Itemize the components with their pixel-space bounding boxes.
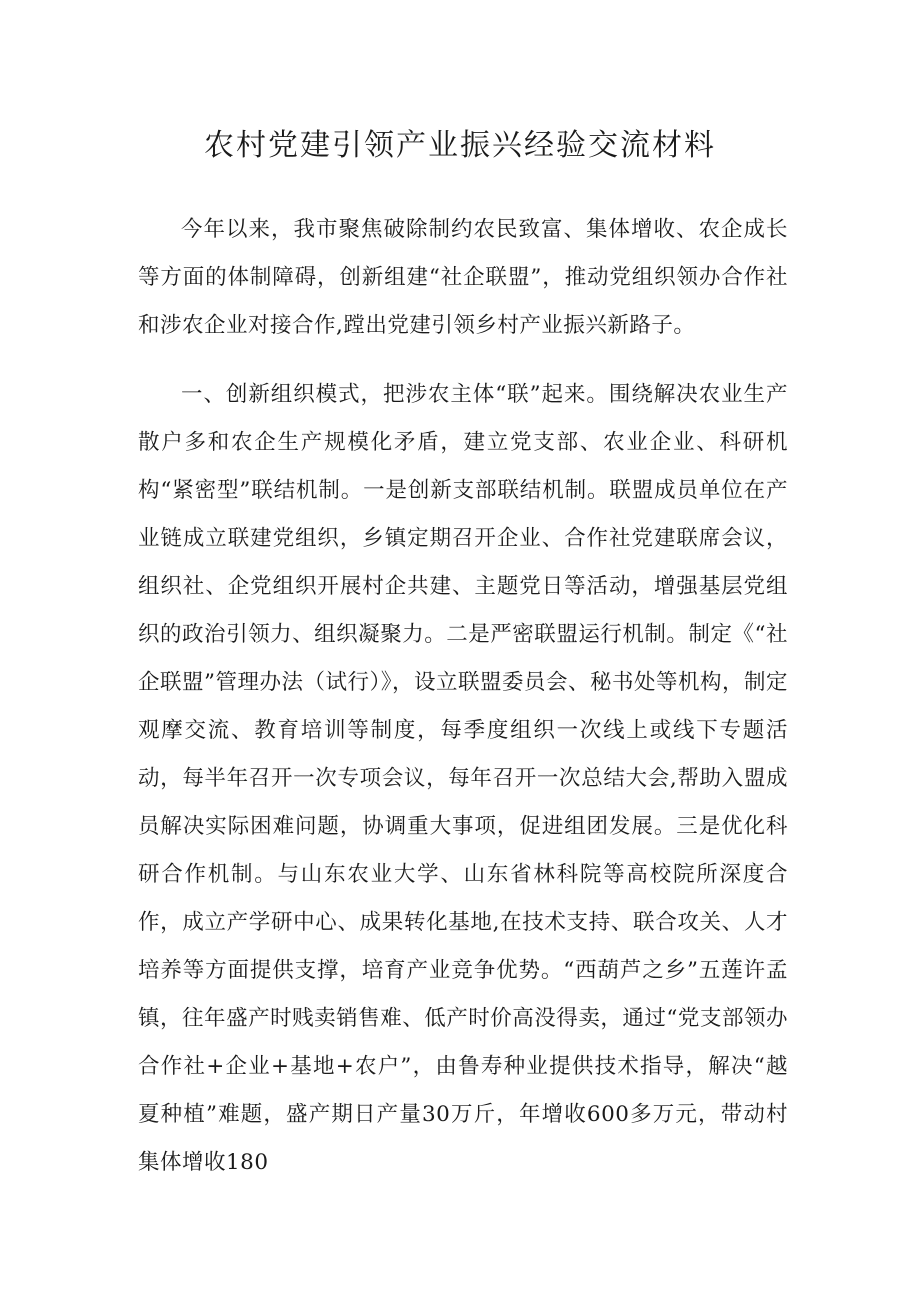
document-body <box>138 206 788 1208</box>
document-title: 农村党建引领产业振兴经验交流材料 <box>204 128 716 163</box>
section-one-paragraph: 一、创新组织模式，把涉农主体“联”起来。围绕解决农业生产散户多和农企生产规模化矛盾，建立党支部、农业企业、科研机构“紧密型”联结机制。一是创新支部联结机制。联盟成员单位在产业链成立联建党组织，乡镇定期召开企业、合作社党建联席会议，组织社、企党组织开展村企共建、主题党日等活动，增强基层党组织的政治引领力、组织凝聚力。二是严密联盟运行机制。制定《“社企联盟”管理办法（试行）》，设立联盟委员会、秘书处等机构，制定观摩交流、教育培训等制度，每季度组织一次线上或线下专题活动，每半年召开一次专项会议，每年召开一次总结大会,帮助入盟成员解决实际困难问题，协调重大事项，促进组团发展。三是优化科研合作机制。与山东农业大学、山东省林科院等高校院所深度合作，成立产学研中心、成果转化基地,在技术支持、联合攻关、人才培养等方面提供支撑，培育产业竞争优势。“西葫芦之乡”五莲许孟镇，往年盛产时贱卖销售难、低产时价高没得卖，通过“党支部领办合作社+企业+基地+农户”，由鲁寿种业提供技术指导，解决“越夏种植”难题，盛产期日产量30万斤，年增收600多万元，带动村集体增收180 <box>138 382 788 1175</box>
intro-paragraph: 今年以来，我市聚焦破除制约农民致富、集体增收、农企成长等方面的体制障碍，创新组建“社企联盟”，推动党组织领办合作社和涉农企业对接合作,蹚出党建引领乡村产业振兴新路子。 <box>138 217 788 338</box>
